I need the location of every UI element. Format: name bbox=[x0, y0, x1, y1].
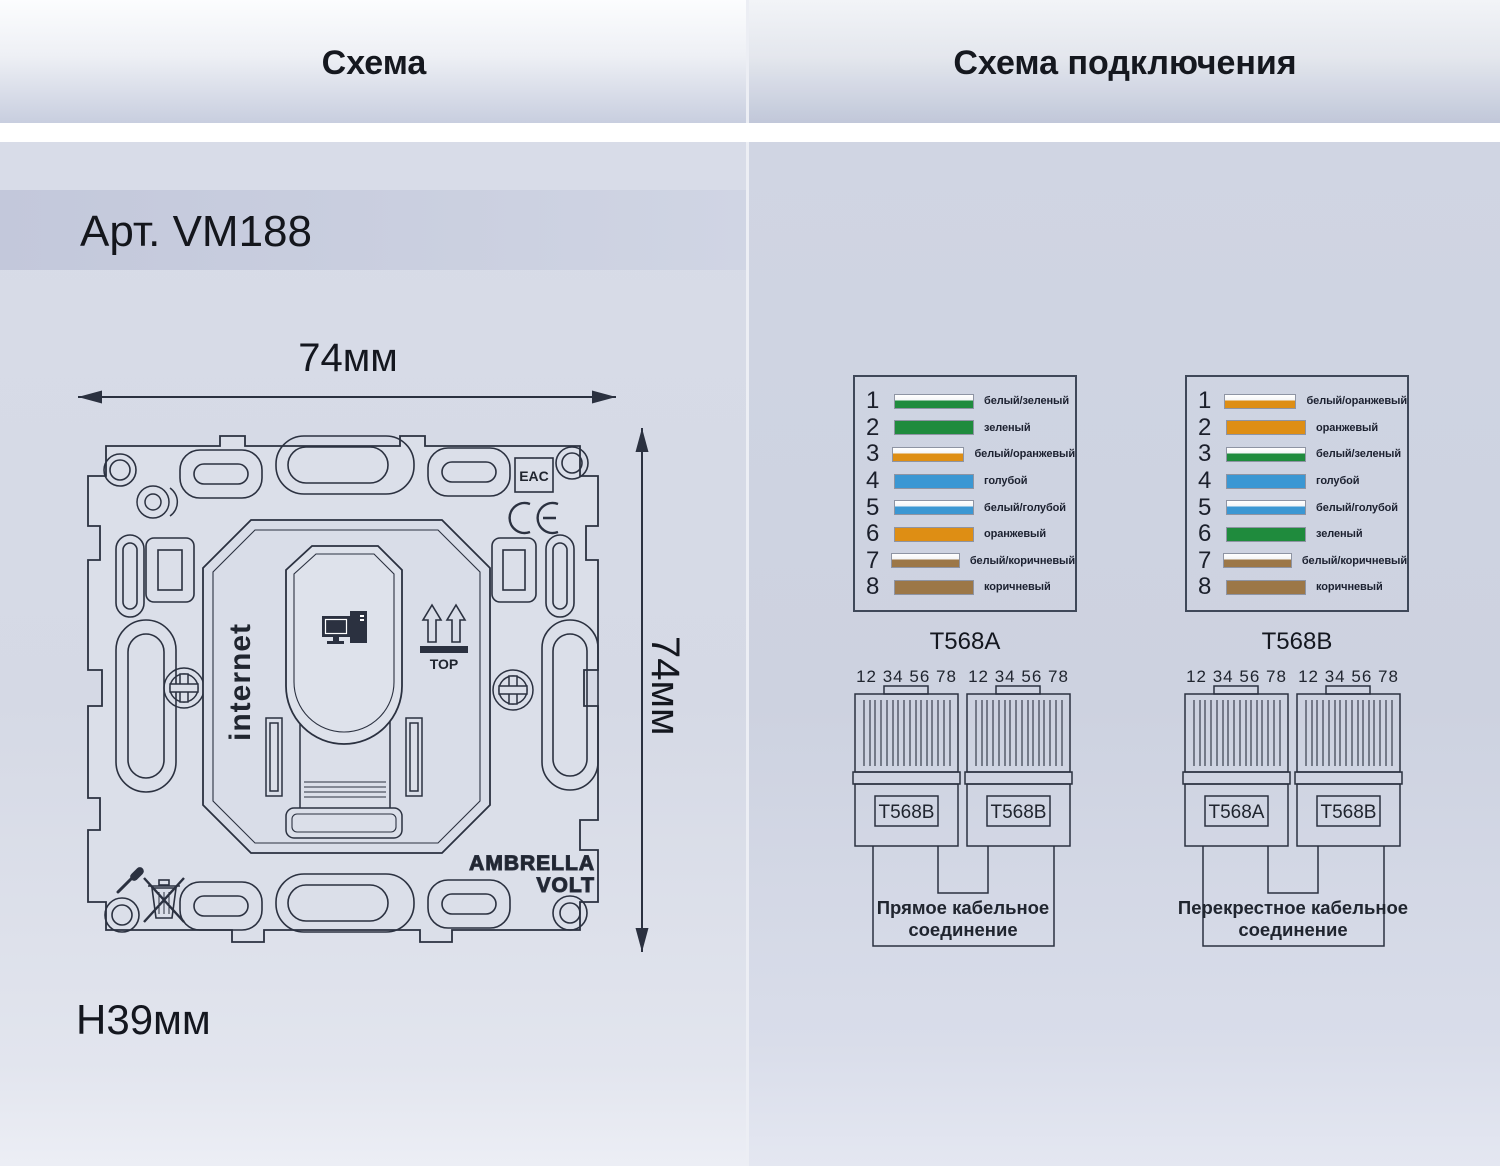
wire-color-bar bbox=[894, 474, 974, 489]
table-row: 2 оранжевый bbox=[1198, 413, 1378, 441]
wire-color-bar bbox=[894, 420, 974, 435]
table-row: 2 зеленый bbox=[866, 413, 1031, 441]
t568a-caption: T568A bbox=[929, 628, 1001, 655]
wire-color-bar bbox=[1223, 553, 1292, 568]
spreader-screw-right bbox=[493, 670, 533, 710]
article-number: Арт. VM188 bbox=[80, 207, 312, 256]
table-row: 7 белый/коричневый bbox=[866, 546, 1075, 574]
table-row: 3 белый/зеленый bbox=[1198, 440, 1402, 468]
pin-numbers: 12 34 56 78 bbox=[1186, 667, 1287, 686]
cable-bracket-inner bbox=[938, 846, 988, 893]
plug-standard-label: T568B bbox=[990, 802, 1047, 823]
height-dimension-arrow bbox=[636, 428, 649, 952]
wire-color-bar bbox=[894, 527, 974, 542]
table-row: 6 зеленый bbox=[1198, 520, 1363, 548]
brand-label-line2: VOLT bbox=[536, 874, 595, 897]
cable-bracket-inner bbox=[1268, 846, 1318, 893]
connection-diagram-straight bbox=[848, 662, 1078, 954]
connection-caption: соединение bbox=[908, 919, 1018, 940]
wire-color-bar bbox=[892, 447, 965, 462]
table-row: 7 белый/коричневый bbox=[1198, 546, 1407, 574]
dimension-depth-label: Н39мм bbox=[76, 996, 211, 1043]
wire-color-bar bbox=[1226, 527, 1306, 542]
plug-standard-label: T568A bbox=[1208, 802, 1265, 823]
plug-standard-label: T568B bbox=[878, 802, 935, 823]
wire-color-bar bbox=[1226, 474, 1306, 489]
pin-numbers: 12 34 56 78 bbox=[1298, 667, 1399, 686]
right-column-title: Схема подключения bbox=[953, 44, 1297, 82]
brand-label-line1: AMBRELLA bbox=[469, 852, 595, 875]
table-row: 1 белый/оранжевый bbox=[1198, 387, 1407, 415]
wire-color-bar bbox=[1226, 500, 1306, 515]
wire-color-bar bbox=[1226, 447, 1306, 462]
wire-color-bar bbox=[1226, 420, 1306, 435]
table-row: 5 белый/голубой bbox=[866, 493, 1066, 521]
t568b-caption: T568B bbox=[1261, 628, 1333, 655]
table-row: 8 коричневый bbox=[866, 573, 1051, 601]
rj45-socket bbox=[286, 546, 402, 744]
table-row: 1 белый/зеленый bbox=[866, 387, 1070, 415]
eac-label: EAC bbox=[519, 468, 549, 484]
dimension-width-label: 74мм bbox=[298, 336, 398, 380]
wire-color-bar bbox=[891, 553, 960, 568]
wire-color-bar bbox=[894, 500, 974, 515]
product-technical-drawing bbox=[60, 330, 720, 970]
wire-color-bar bbox=[1224, 394, 1297, 409]
table-row: 4 голубой bbox=[866, 467, 1028, 495]
connection-caption: Прямое кабельное bbox=[876, 897, 1050, 918]
table-row: 5 белый/голубой bbox=[1198, 493, 1398, 521]
table-row: 8 коричневый bbox=[1198, 573, 1383, 601]
connection-caption: Перекрестное кабельное bbox=[1178, 897, 1408, 918]
wire-color-bar bbox=[1226, 580, 1306, 595]
table-row: 6 оранжевый bbox=[866, 520, 1046, 548]
table-row: 4 голубой bbox=[1198, 467, 1360, 495]
pin-numbers: 12 34 56 78 bbox=[968, 667, 1069, 686]
wire-color-bar bbox=[894, 394, 974, 409]
left-column-title: Схема bbox=[321, 44, 427, 82]
table-row: 3 белый/оранжевый bbox=[866, 440, 1075, 468]
width-dimension-arrow bbox=[78, 391, 616, 404]
plug-standard-label: T568B bbox=[1320, 802, 1377, 823]
internet-label: internet bbox=[224, 622, 257, 742]
connection-caption: соединение bbox=[1238, 919, 1348, 940]
dimension-height-label: 74мм bbox=[643, 636, 687, 736]
wiring-table-t568a bbox=[853, 375, 1077, 612]
connection-diagram-crossover bbox=[1178, 662, 1408, 954]
wiring-table-t568b bbox=[1185, 375, 1409, 612]
spreader-screw-left bbox=[164, 668, 204, 708]
top-label: TOP bbox=[429, 656, 459, 672]
header-separator-strip bbox=[0, 123, 1500, 142]
wire-color-bar bbox=[894, 580, 974, 595]
pin-numbers: 12 34 56 78 bbox=[856, 667, 957, 686]
